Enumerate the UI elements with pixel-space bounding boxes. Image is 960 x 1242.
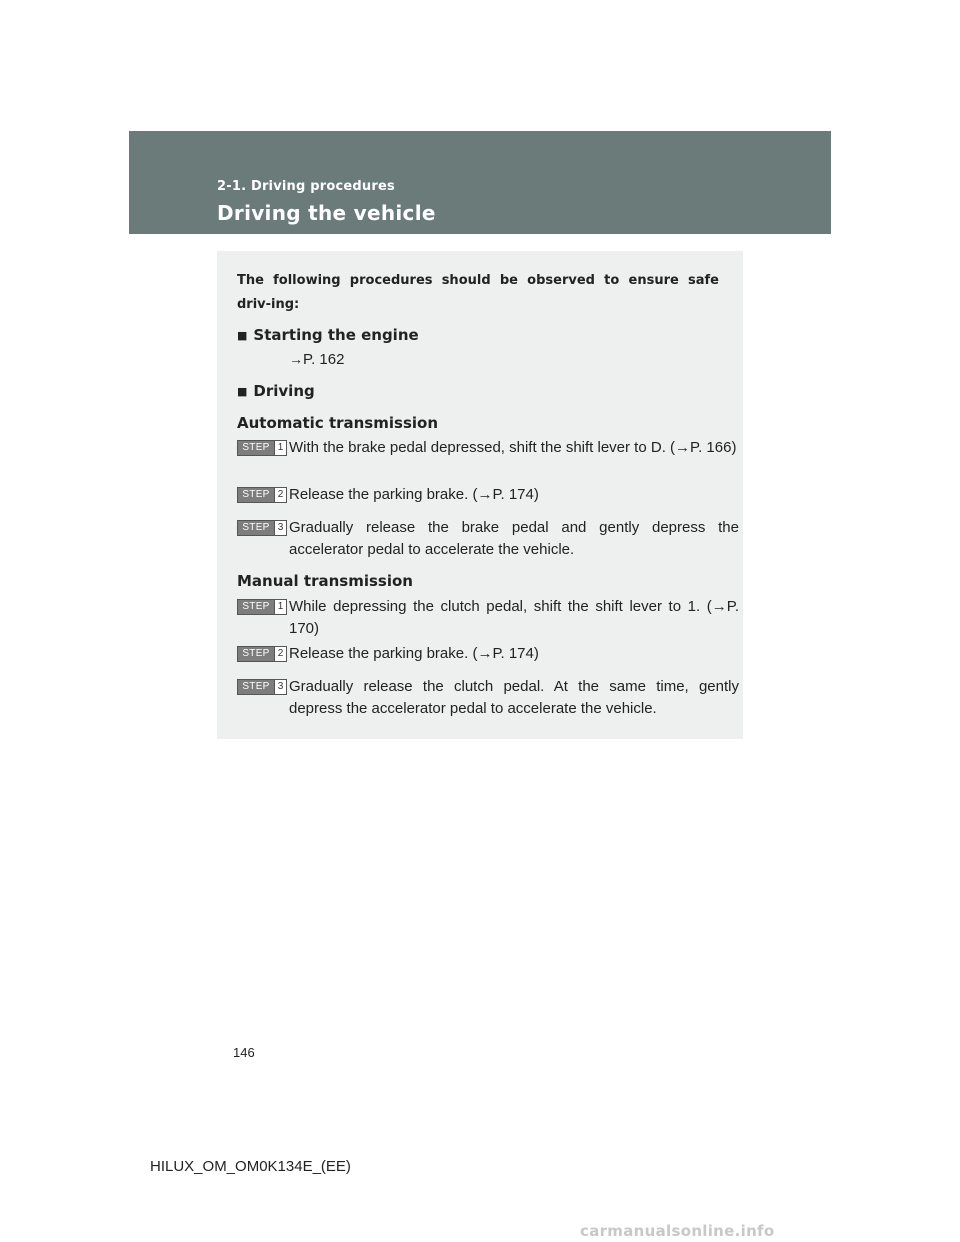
step-number: 3 [274, 521, 286, 535]
square-bullet-icon: ■ [237, 385, 248, 398]
step-number: 2 [274, 647, 286, 661]
step-badge [237, 599, 287, 615]
step-text: Gradually release the clutch pedal. At the same time, gently depress the accelerator pedal to accelerate the vehicle. [289, 678, 739, 717]
step-number: 1 [274, 441, 286, 455]
automatic-step-1 [237, 437, 737, 485]
automatic-step-3 [237, 517, 739, 565]
step-text: Gradually release the brake pedal and gently depress the accelerator pedal to accelerate the vehicle. [289, 519, 739, 558]
step-text: Release the parking brake. (→P. 174) [289, 645, 539, 662]
step-text: With the brake pedal depressed, shift the shift lever to D. (→P. 166) [289, 439, 737, 456]
step-number: 3 [274, 680, 286, 694]
intro-text: The following procedures should be observed to ensure safe driv-ing: [237, 273, 719, 312]
step-label: STEP [242, 648, 270, 659]
square-bullet-icon: ■ [237, 329, 248, 342]
step-text: While depressing the clutch pedal, shift the shift lever to 1. (→P. 170) [289, 598, 739, 637]
document-code: HILUX_OM_OM0K134E_(EE) [150, 1158, 351, 1175]
manual-step-3 [237, 676, 739, 724]
step-badge [237, 520, 287, 536]
step-badge [237, 679, 287, 695]
driving-heading [237, 381, 315, 403]
step-badge [237, 487, 287, 503]
step-badge [237, 440, 287, 456]
heading-label: Driving [253, 382, 315, 400]
automatic-transmission-heading: Automatic transmission [237, 414, 438, 432]
site-watermark: carmanualsonline.info [580, 1222, 775, 1240]
manual-step-1 [237, 596, 739, 644]
step-number: 1 [274, 600, 286, 614]
step-label: STEP [242, 681, 270, 692]
page-reference-link[interactable] [289, 349, 344, 370]
heading-label: Starting the engine [253, 326, 419, 344]
step-label: STEP [242, 601, 270, 612]
reference-label: P. 162 [303, 351, 345, 368]
section-label: 2-1. Driving procedures [217, 179, 395, 194]
step-text: Release the parking brake. (→P. 174) [289, 486, 539, 503]
step-label: STEP [242, 442, 270, 453]
page-title: Driving the vehicle [217, 201, 436, 225]
manual-transmission-heading: Manual transmission [237, 572, 413, 590]
step-label: STEP [242, 489, 270, 500]
arrow-right-icon: → [289, 351, 303, 367]
procedure-panel [217, 251, 743, 739]
step-badge [237, 646, 287, 662]
section-header [129, 131, 831, 234]
page-number: 146 [233, 1045, 255, 1060]
step-label: STEP [242, 522, 270, 533]
starting-engine-heading [237, 325, 419, 347]
step-number: 2 [274, 488, 286, 502]
